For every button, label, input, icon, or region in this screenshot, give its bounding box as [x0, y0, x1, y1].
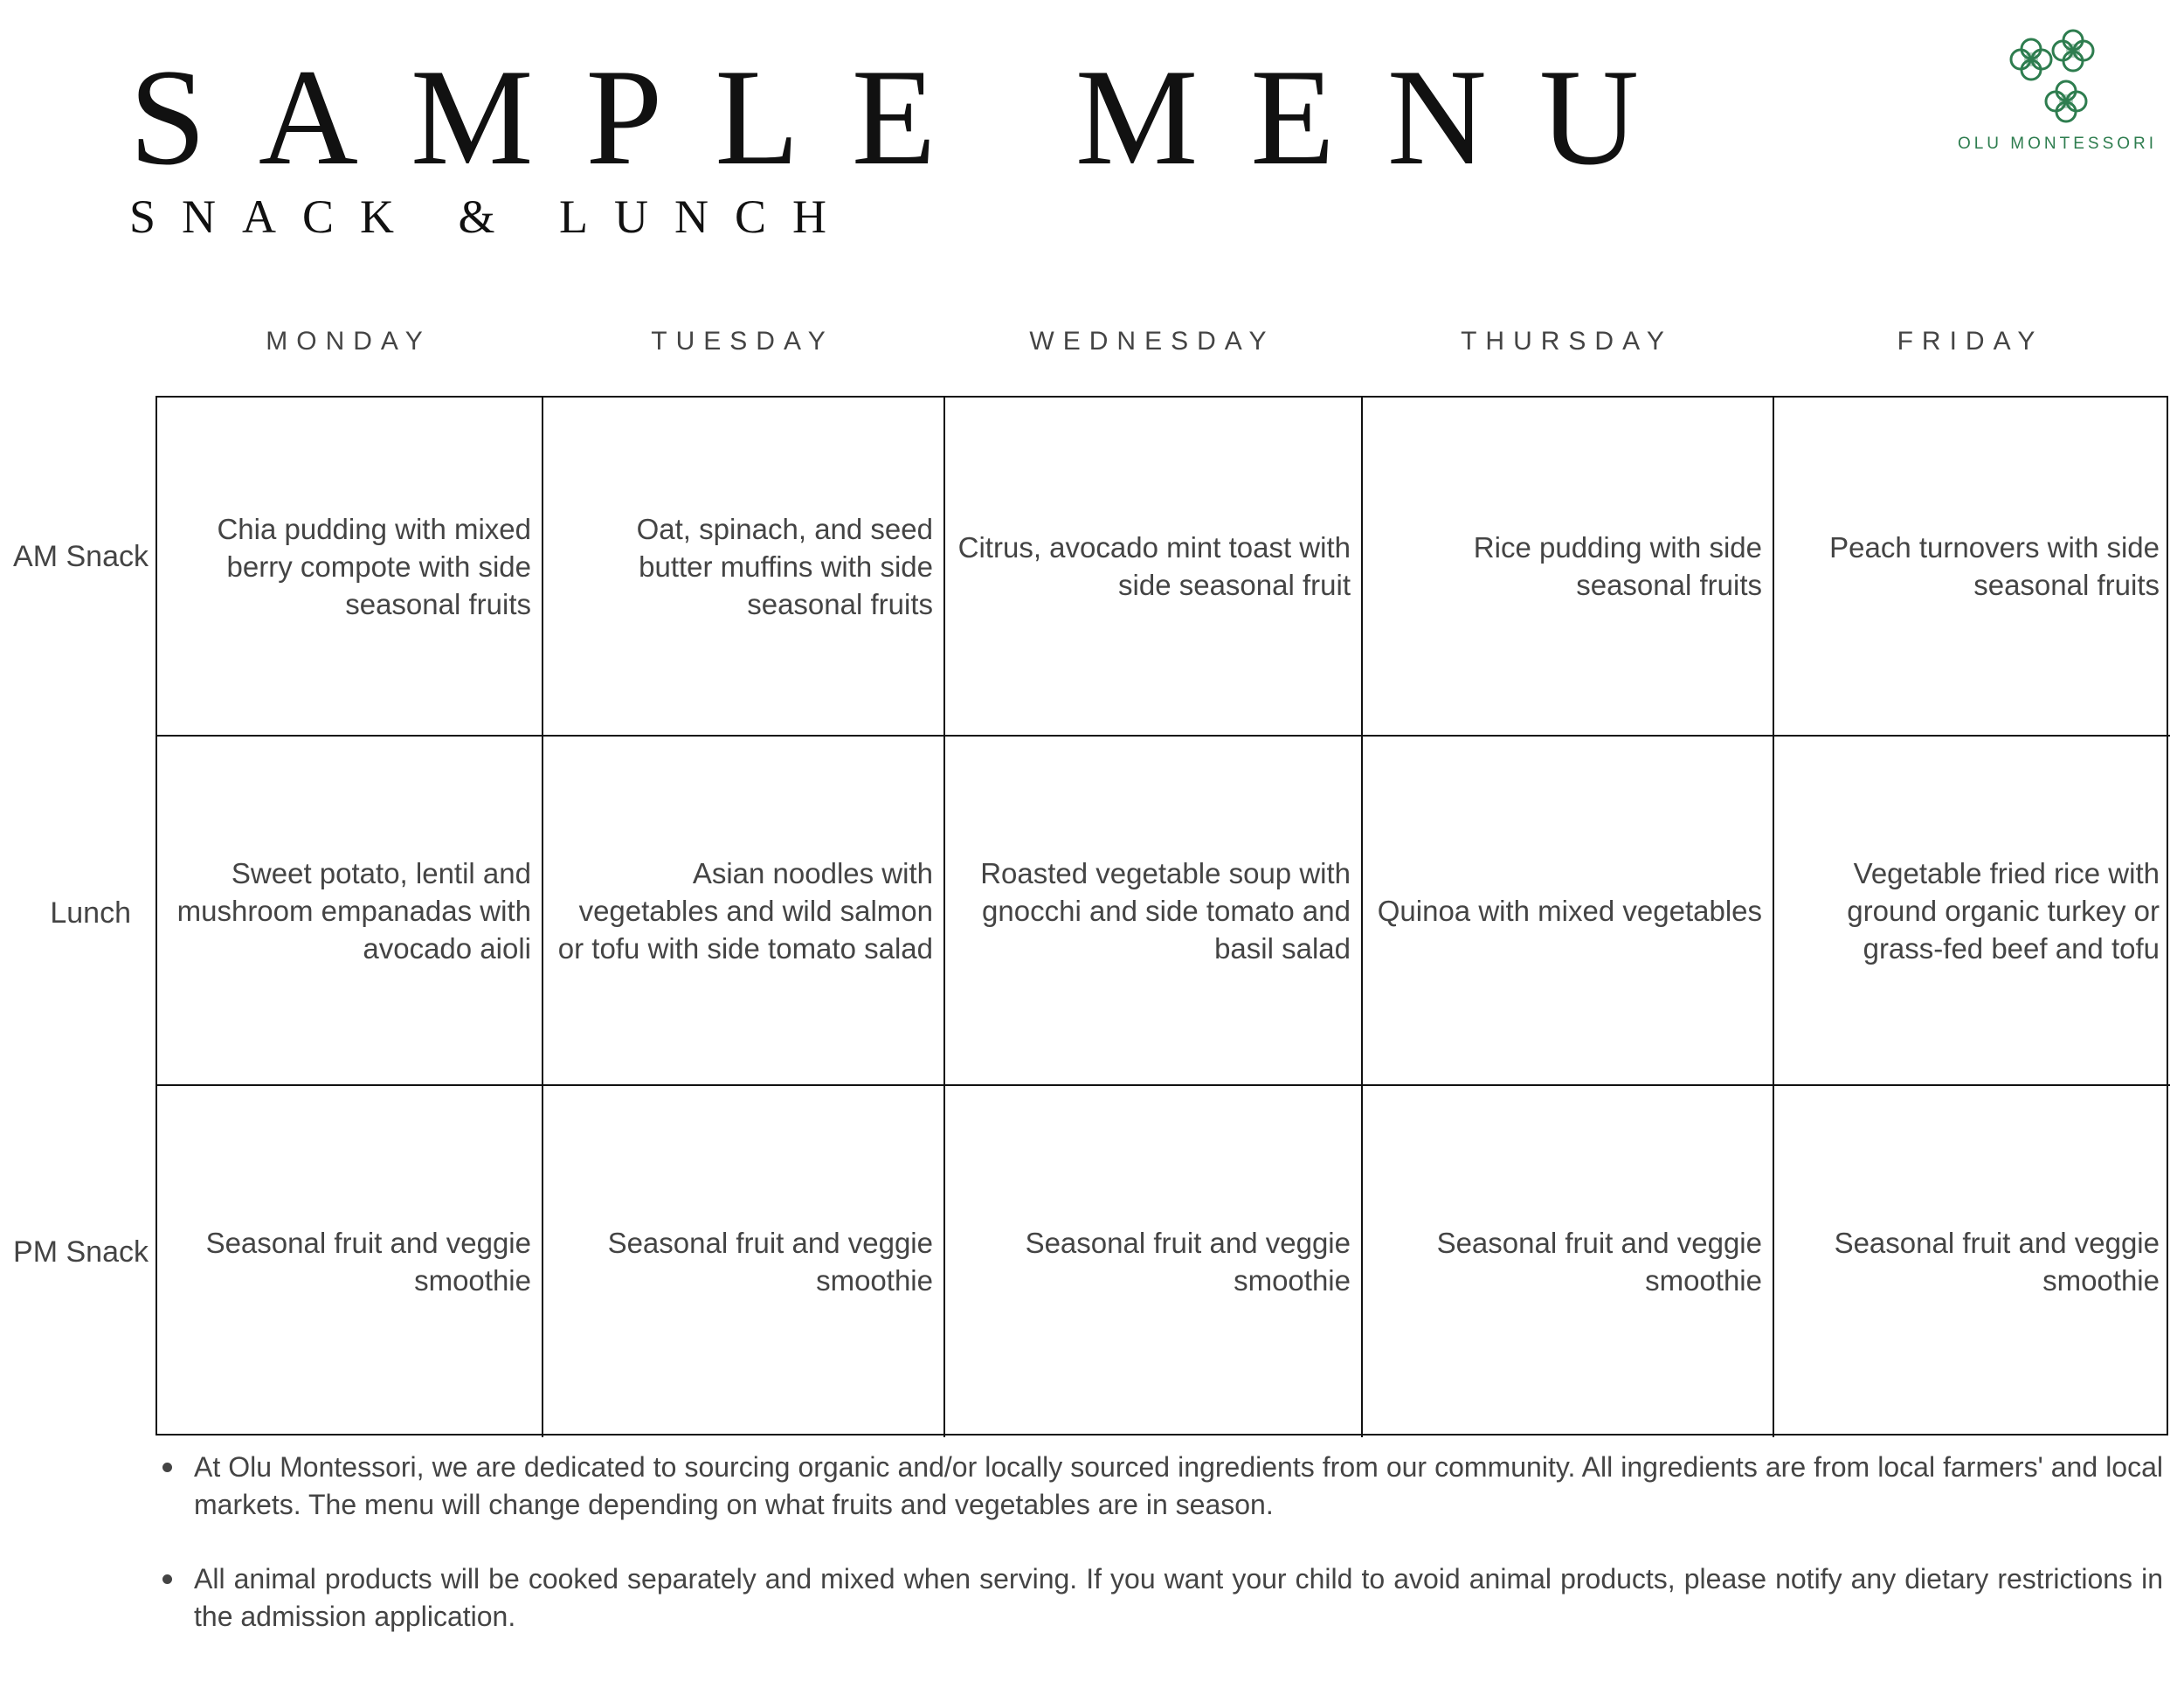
cell-lunch-monday	[157, 737, 543, 1086]
cell-am-snack-friday	[1774, 398, 2170, 737]
menu-table	[156, 396, 2168, 1435]
clover-icon	[2005, 26, 2110, 131]
cell-text: Quinoa with mixed vegetables	[1377, 894, 1762, 927]
logo	[1948, 26, 2167, 166]
note-item	[154, 1560, 2163, 1636]
cell-text: Rice pudding with side seasonal fruits	[1473, 531, 1762, 601]
cell-lunch-friday	[1774, 737, 2170, 1086]
day-header-wednesday: WEDNESDAY	[1029, 327, 1275, 356]
cell-am-snack-thursday	[1363, 398, 1774, 737]
cell-text: Seasonal fruit and veggie smoothie	[607, 1227, 933, 1297]
cell-lunch-tuesday	[543, 737, 945, 1086]
cell-pm-snack-tuesday	[543, 1086, 945, 1437]
page-title: SAMPLE MENU	[129, 41, 1692, 194]
cell-am-snack-tuesday	[543, 398, 945, 737]
cell-text: Seasonal fruit and veggie smoothie	[205, 1227, 531, 1297]
cell-text: Oat, spinach, and seed butter muffins with side seasonal fruits	[636, 512, 933, 620]
cell-text: Peach turnovers with side seasonal fruits	[1829, 531, 2160, 601]
cell-text: Chia pudding with mixed berry compote with side seasonal fruits	[217, 512, 531, 620]
day-header-friday: FRIDAY	[1897, 327, 2044, 356]
row-label-pm-snack: PM Snack	[13, 1235, 149, 1269]
cell-text: Seasonal fruit and veggie smoothie	[1025, 1227, 1351, 1297]
cell-text: Seasonal fruit and veggie smoothie	[1834, 1227, 2160, 1297]
cell-lunch-wednesday	[945, 737, 1363, 1086]
logo-text: OLU MONTESSORI	[1957, 135, 2158, 153]
note-text: All animal products will be cooked separately and mixed when serving. If you want your child to avoid animal products, please notify any dietary restrictions in the admission application.	[194, 1563, 2163, 1632]
note-item	[154, 1449, 2163, 1524]
bullet-icon	[162, 1463, 172, 1472]
day-header-monday: MONDAY	[266, 327, 432, 356]
note-text: At Olu Montessori, we are dedicated to sourcing organic and/or locally sourced ingredients from our community. All ingredients are from local farmers' and local markets. The menu will change depending on what fruits and vegetables are in season.	[194, 1451, 2163, 1520]
cell-pm-snack-friday	[1774, 1086, 2170, 1437]
cell-pm-snack-wednesday	[945, 1086, 1363, 1437]
cell-pm-snack-thursday	[1363, 1086, 1774, 1437]
cell-lunch-thursday	[1363, 737, 1774, 1086]
cell-text: Vegetable fried rice with ground organic turkey or grass-fed beef and tofu	[1847, 856, 2160, 965]
day-header-tuesday: TUESDAY	[651, 327, 834, 356]
cell-am-snack-monday	[157, 398, 543, 737]
cell-text: Roasted vegetable soup with gnocchi and side tomato and basil salad	[980, 856, 1351, 965]
notes-list	[154, 1449, 2163, 1672]
day-header-thursday: THURSDAY	[1461, 327, 1673, 356]
bullet-icon	[162, 1574, 172, 1584]
page-subtitle: SNACK & LUNCH	[129, 190, 854, 243]
cell-text: Citrus, avocado mint toast with side seasonal fruit	[957, 531, 1351, 601]
cell-text: Asian noodles with vegetables and wild salmon or tofu with side tomato salad	[557, 856, 933, 965]
cell-text: Seasonal fruit and veggie smoothie	[1436, 1227, 1762, 1297]
cell-text: Sweet potato, lentil and mushroom empanadas with avocado aioli	[176, 856, 531, 965]
row-label-lunch: Lunch	[50, 896, 131, 930]
cell-pm-snack-monday	[157, 1086, 543, 1437]
row-label-am-snack: AM Snack	[13, 540, 149, 573]
cell-am-snack-wednesday	[945, 398, 1363, 737]
